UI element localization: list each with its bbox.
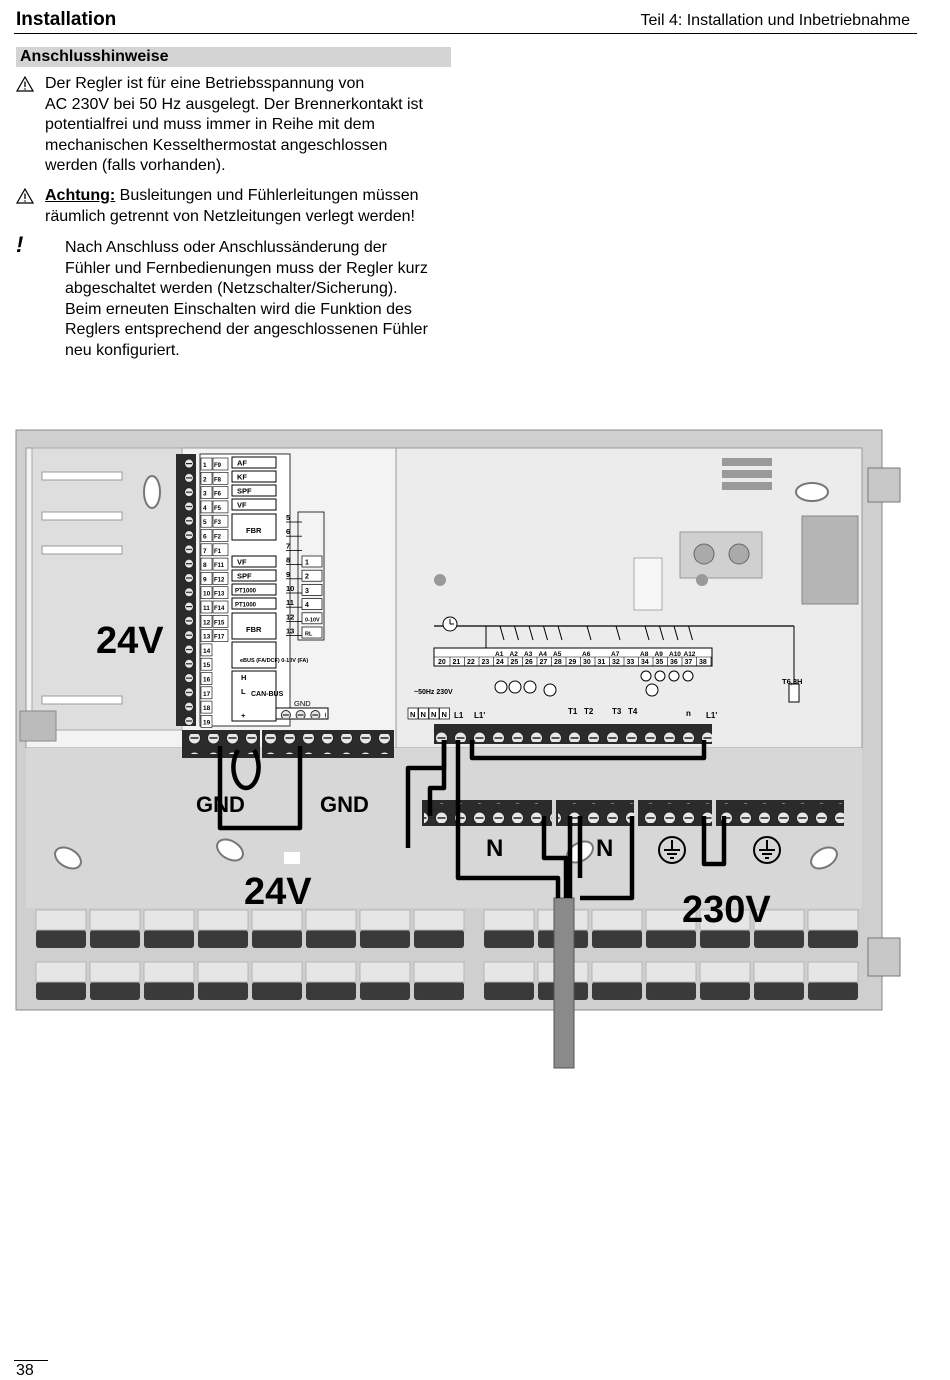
mains-n-label: N (431, 710, 437, 719)
bus-label: eBUS (FA/DCF) 0-10V (FA) (240, 658, 309, 664)
relay-label: A9 (654, 651, 663, 658)
relay-label: A10 (669, 651, 681, 658)
sensor-input-icon (683, 671, 693, 681)
gnd-small-label: GND (294, 699, 311, 708)
sensor-label: FBR (246, 625, 262, 634)
footer-rule (14, 1360, 48, 1361)
note-line: Beim erneuten Einschalten wird die Funktion des (65, 300, 412, 318)
cable-gland-cap (484, 910, 534, 930)
note-line: werden (falls vorhanden). (45, 157, 226, 174)
cable-gland (90, 982, 140, 1000)
cable-gland-cap (144, 910, 194, 930)
pump-icon (509, 681, 521, 693)
sensor-input-icon (669, 671, 679, 681)
l-label: L1' (474, 711, 486, 720)
terminal-number: 25 (510, 659, 519, 666)
terminal-number: 38 (699, 659, 707, 666)
terminal-number: 28 (554, 659, 562, 666)
cable-gland (306, 930, 356, 948)
cable-gland (360, 930, 410, 948)
note-line: Reglers entsprechend der angeschlossenen Fühler (65, 321, 428, 338)
input-tag: 1 (305, 559, 309, 567)
cable-gland-cap (306, 962, 356, 982)
terminal-code: F12 (214, 577, 225, 584)
cable-gland (198, 930, 248, 948)
cable-gland (592, 982, 642, 1000)
cable-gland (198, 982, 248, 1000)
input-number: 10 (286, 584, 295, 593)
n-small-label: n (686, 709, 691, 718)
terminal-number: 27 (539, 659, 548, 666)
terminal-number: 2 (203, 476, 207, 484)
terminal-code: F8 (214, 477, 222, 484)
header-rule (14, 33, 917, 34)
warning-triangle-icon (16, 188, 34, 204)
terminal-number: 6 (203, 533, 207, 541)
cable-gland-cap (592, 910, 642, 930)
relay-label: A3 (524, 651, 533, 658)
cable-gland (252, 982, 302, 1000)
terminal-number: 24 (496, 659, 504, 666)
sensor-label: VF (237, 500, 247, 510)
note-line: räumlich getrennt von Netzleitungen verlegt werden! (45, 207, 415, 225)
cable-gland (414, 930, 464, 948)
mains-upper-terminal-strip (434, 724, 712, 744)
relay-label: A5 (553, 651, 562, 658)
cable-gland (90, 930, 140, 948)
cable-gland-cap (90, 910, 140, 930)
relay-label: A2 (509, 651, 518, 658)
t-label: T2 (584, 707, 594, 716)
cable-gland-cap (36, 962, 86, 982)
terminal-code: F11 (214, 563, 225, 570)
terminal-number: 19 (203, 719, 211, 727)
terminal-number: 31 (597, 659, 606, 666)
terminal-number: 35 (655, 659, 664, 666)
label-230v: 230V (682, 889, 771, 931)
t-label: T3 (612, 707, 622, 716)
pump-icon (495, 681, 507, 693)
cable-gland-cap (252, 910, 302, 930)
cable-gland-cap (808, 910, 858, 930)
note-line: Nach Anschluss oder Anschlussänderung der (65, 239, 387, 256)
sensor-label: PT1000 (235, 588, 257, 595)
fuse-label: T6,3H (782, 677, 803, 686)
terminal-code: F9 (214, 463, 222, 469)
sensor-input-icon (655, 671, 665, 681)
cable-gland (144, 930, 194, 948)
cable-gland (646, 930, 696, 948)
relay-label: A4 (538, 651, 547, 658)
relay-label: A7 (611, 651, 620, 658)
pump-icon (524, 681, 536, 693)
relay-label: A8 (640, 651, 649, 658)
note-line: Busleitungen und Fühlerleitungen müssen (115, 187, 419, 204)
note-line: Fühler und Fernbedienungen muss der Regler kurz (65, 259, 428, 277)
section-title: Anschlusshinweise (16, 47, 451, 67)
bus-label: H (241, 673, 247, 682)
terminal-code: F1 (214, 548, 222, 555)
cable-gland-cap (414, 962, 464, 982)
bus-label: L (241, 687, 246, 696)
terminal-number: 7 (203, 547, 207, 555)
terminal-number: 15 (203, 662, 211, 670)
warning-triangle-icon (16, 76, 34, 92)
sensor-label: FBR (246, 526, 262, 535)
relay-label: A6 (582, 651, 591, 658)
input-number: 8 (286, 555, 291, 565)
cable-gland-cap (754, 962, 804, 982)
terminal-number: 26 (525, 659, 533, 666)
mains-label (414, 689, 453, 696)
input-tag: 2 (305, 573, 309, 581)
sensor-label: VF (237, 557, 247, 567)
terminal-number: 16 (203, 676, 211, 684)
terminal-number: 8 (203, 562, 207, 570)
label-n-right: N (596, 835, 614, 862)
terminal-number: 36 (670, 659, 678, 666)
note-line: neu konfiguriert. (65, 341, 180, 359)
exclamation-icon: ! (16, 232, 24, 257)
terminal-code: F3 (214, 520, 222, 527)
cable-gland-cap (198, 962, 248, 982)
cable-gland (592, 930, 642, 948)
cable-gland-cap (484, 962, 534, 982)
terminal-number: 17 (203, 690, 211, 698)
sensor-label: SPF (237, 571, 252, 581)
cable-gland (754, 930, 804, 948)
terminal-number: 33 (626, 659, 635, 666)
label-gnd-right: GND (320, 792, 369, 817)
note-line: abgeschaltet werden (Netzschalter/Sicherung). (65, 280, 398, 297)
mains-n-label: N (420, 710, 426, 719)
cable-gland-cap (360, 962, 410, 982)
terminal-number: 10 (203, 590, 211, 598)
cable-gland-cap (700, 962, 750, 982)
input-tag: 4 (305, 602, 309, 610)
sensor-label: PT1000 (235, 602, 257, 609)
cable-gland (252, 930, 302, 948)
cable-gland-cap (36, 910, 86, 930)
terminal-code: F2 (214, 534, 222, 541)
input-number: 7 (286, 541, 291, 551)
cable-gland-cap (144, 962, 194, 982)
cable-gland (306, 982, 356, 1000)
cable-gland (36, 982, 86, 1000)
relay-label: A12 (683, 651, 696, 658)
cable-gland (484, 982, 534, 1000)
input-number: 11 (286, 598, 294, 608)
cable-gland (700, 982, 750, 1000)
terminal-code: F15 (214, 620, 225, 627)
terminal-code: F14 (214, 606, 225, 612)
input-tag: 0-10V (305, 617, 320, 624)
cable-gland-cap (646, 962, 696, 982)
relay-label: A1 (495, 651, 504, 658)
t-label: T1 (568, 707, 578, 716)
input-number: 13 (286, 626, 295, 636)
note-line: potentialfrei und muss immer in Reihe mit dem (45, 116, 375, 133)
terminal-number: 11 (203, 605, 210, 612)
terminal-number: 12 (203, 619, 211, 627)
cable-gland (360, 982, 410, 1000)
cable-gland-cap (90, 962, 140, 982)
cable-gland (484, 930, 534, 948)
terminal-number: 13 (203, 633, 211, 641)
wiring-diagram (14, 428, 914, 1070)
terminal-number: 9 (203, 576, 207, 584)
cable-gland (808, 930, 858, 948)
terminal-number: 4 (203, 504, 207, 512)
cable-gland-cap (592, 962, 642, 982)
cable-gland (36, 930, 86, 948)
label-gnd-left: GND (196, 792, 245, 817)
terminal-number: 23 (481, 659, 490, 666)
input-tag: RL (305, 631, 313, 638)
sensor-label: KF (237, 472, 247, 482)
cable-gland-cap (252, 962, 302, 982)
header-section: Teil 4: Installation und Inbetriebnahme (640, 12, 910, 29)
terminal-code: F17 (214, 634, 225, 641)
mains-label-text: ~50Hz 230V (414, 689, 453, 696)
terminal-number: 1 (203, 462, 207, 469)
terminal-number: 20 (438, 659, 446, 666)
cable-gland (646, 982, 696, 1000)
cable-gland (144, 982, 194, 1000)
cable-gland (700, 930, 750, 948)
terminal-number: 5 (203, 519, 207, 527)
terminal-number: 32 (612, 659, 620, 666)
note-line: mechanischen Kesselthermostat angeschlossen (45, 136, 388, 154)
note-line: AC 230V bei 50 Hz ausgelegt. Der Brennerkontakt ist (45, 95, 423, 113)
terminal-code: F6 (214, 491, 222, 498)
input-number: 6 (286, 527, 291, 537)
note-line: Der Regler ist für eine Betriebsspannung von (45, 75, 365, 92)
sensor-label: SPF (237, 486, 252, 496)
terminal-number: 21 (452, 659, 461, 666)
page-number: 38 (16, 1362, 34, 1379)
terminal-number: 22 (467, 659, 475, 666)
pump-icon (544, 684, 556, 696)
low-voltage-terminal-blocks (182, 730, 394, 758)
pump-icon (646, 684, 658, 696)
terminal-number: 3 (203, 490, 207, 498)
terminal-number: 29 (568, 659, 577, 666)
label-n-left: N (486, 835, 504, 862)
bus-label: + (241, 711, 246, 720)
label-24v-top: 24V (96, 620, 164, 662)
cable-gland (754, 982, 804, 1000)
cable-gland-cap (198, 910, 248, 930)
cable-gland-cap (360, 910, 410, 930)
bus-label: CAN-BUS (251, 691, 284, 698)
terminal-code: F5 (214, 505, 222, 512)
terminal-number: 34 (641, 659, 649, 666)
note-reconfigure (65, 238, 428, 361)
cable-gland-cap (414, 910, 464, 930)
cable-gland (414, 982, 464, 1000)
mains-n-label: N (441, 710, 447, 719)
note-emphasis: Achtung: (45, 187, 116, 204)
cable-gland (808, 982, 858, 1000)
input-number: 9 (286, 569, 291, 579)
input-number: 12 (286, 612, 295, 622)
header-chapter: Installation (16, 9, 117, 30)
mains-n-label: N (410, 710, 416, 719)
mains-cable (554, 898, 574, 1068)
l-label: L1 (454, 711, 464, 720)
note-cable-separation (45, 186, 419, 227)
cable-gland-cap (808, 962, 858, 982)
note-operating-voltage (45, 74, 423, 177)
terminal-code: F13 (214, 591, 225, 598)
cable-gland-cap (306, 910, 356, 930)
input-tag: 3 (305, 587, 309, 595)
terminal-number: 30 (583, 659, 591, 666)
terminal-number: 14 (203, 647, 211, 655)
left-terminal-numbers (201, 458, 212, 727)
terminal-number: 18 (203, 705, 211, 713)
sensor-label: AF (237, 458, 247, 468)
label-24v-bottom: 24V (244, 871, 312, 913)
l-label: L1' (706, 711, 718, 720)
t-label: T4 (628, 707, 638, 716)
sensor-input-icon (641, 671, 651, 681)
terminal-number: 37 (684, 659, 693, 666)
input-number: 5 (286, 513, 291, 522)
